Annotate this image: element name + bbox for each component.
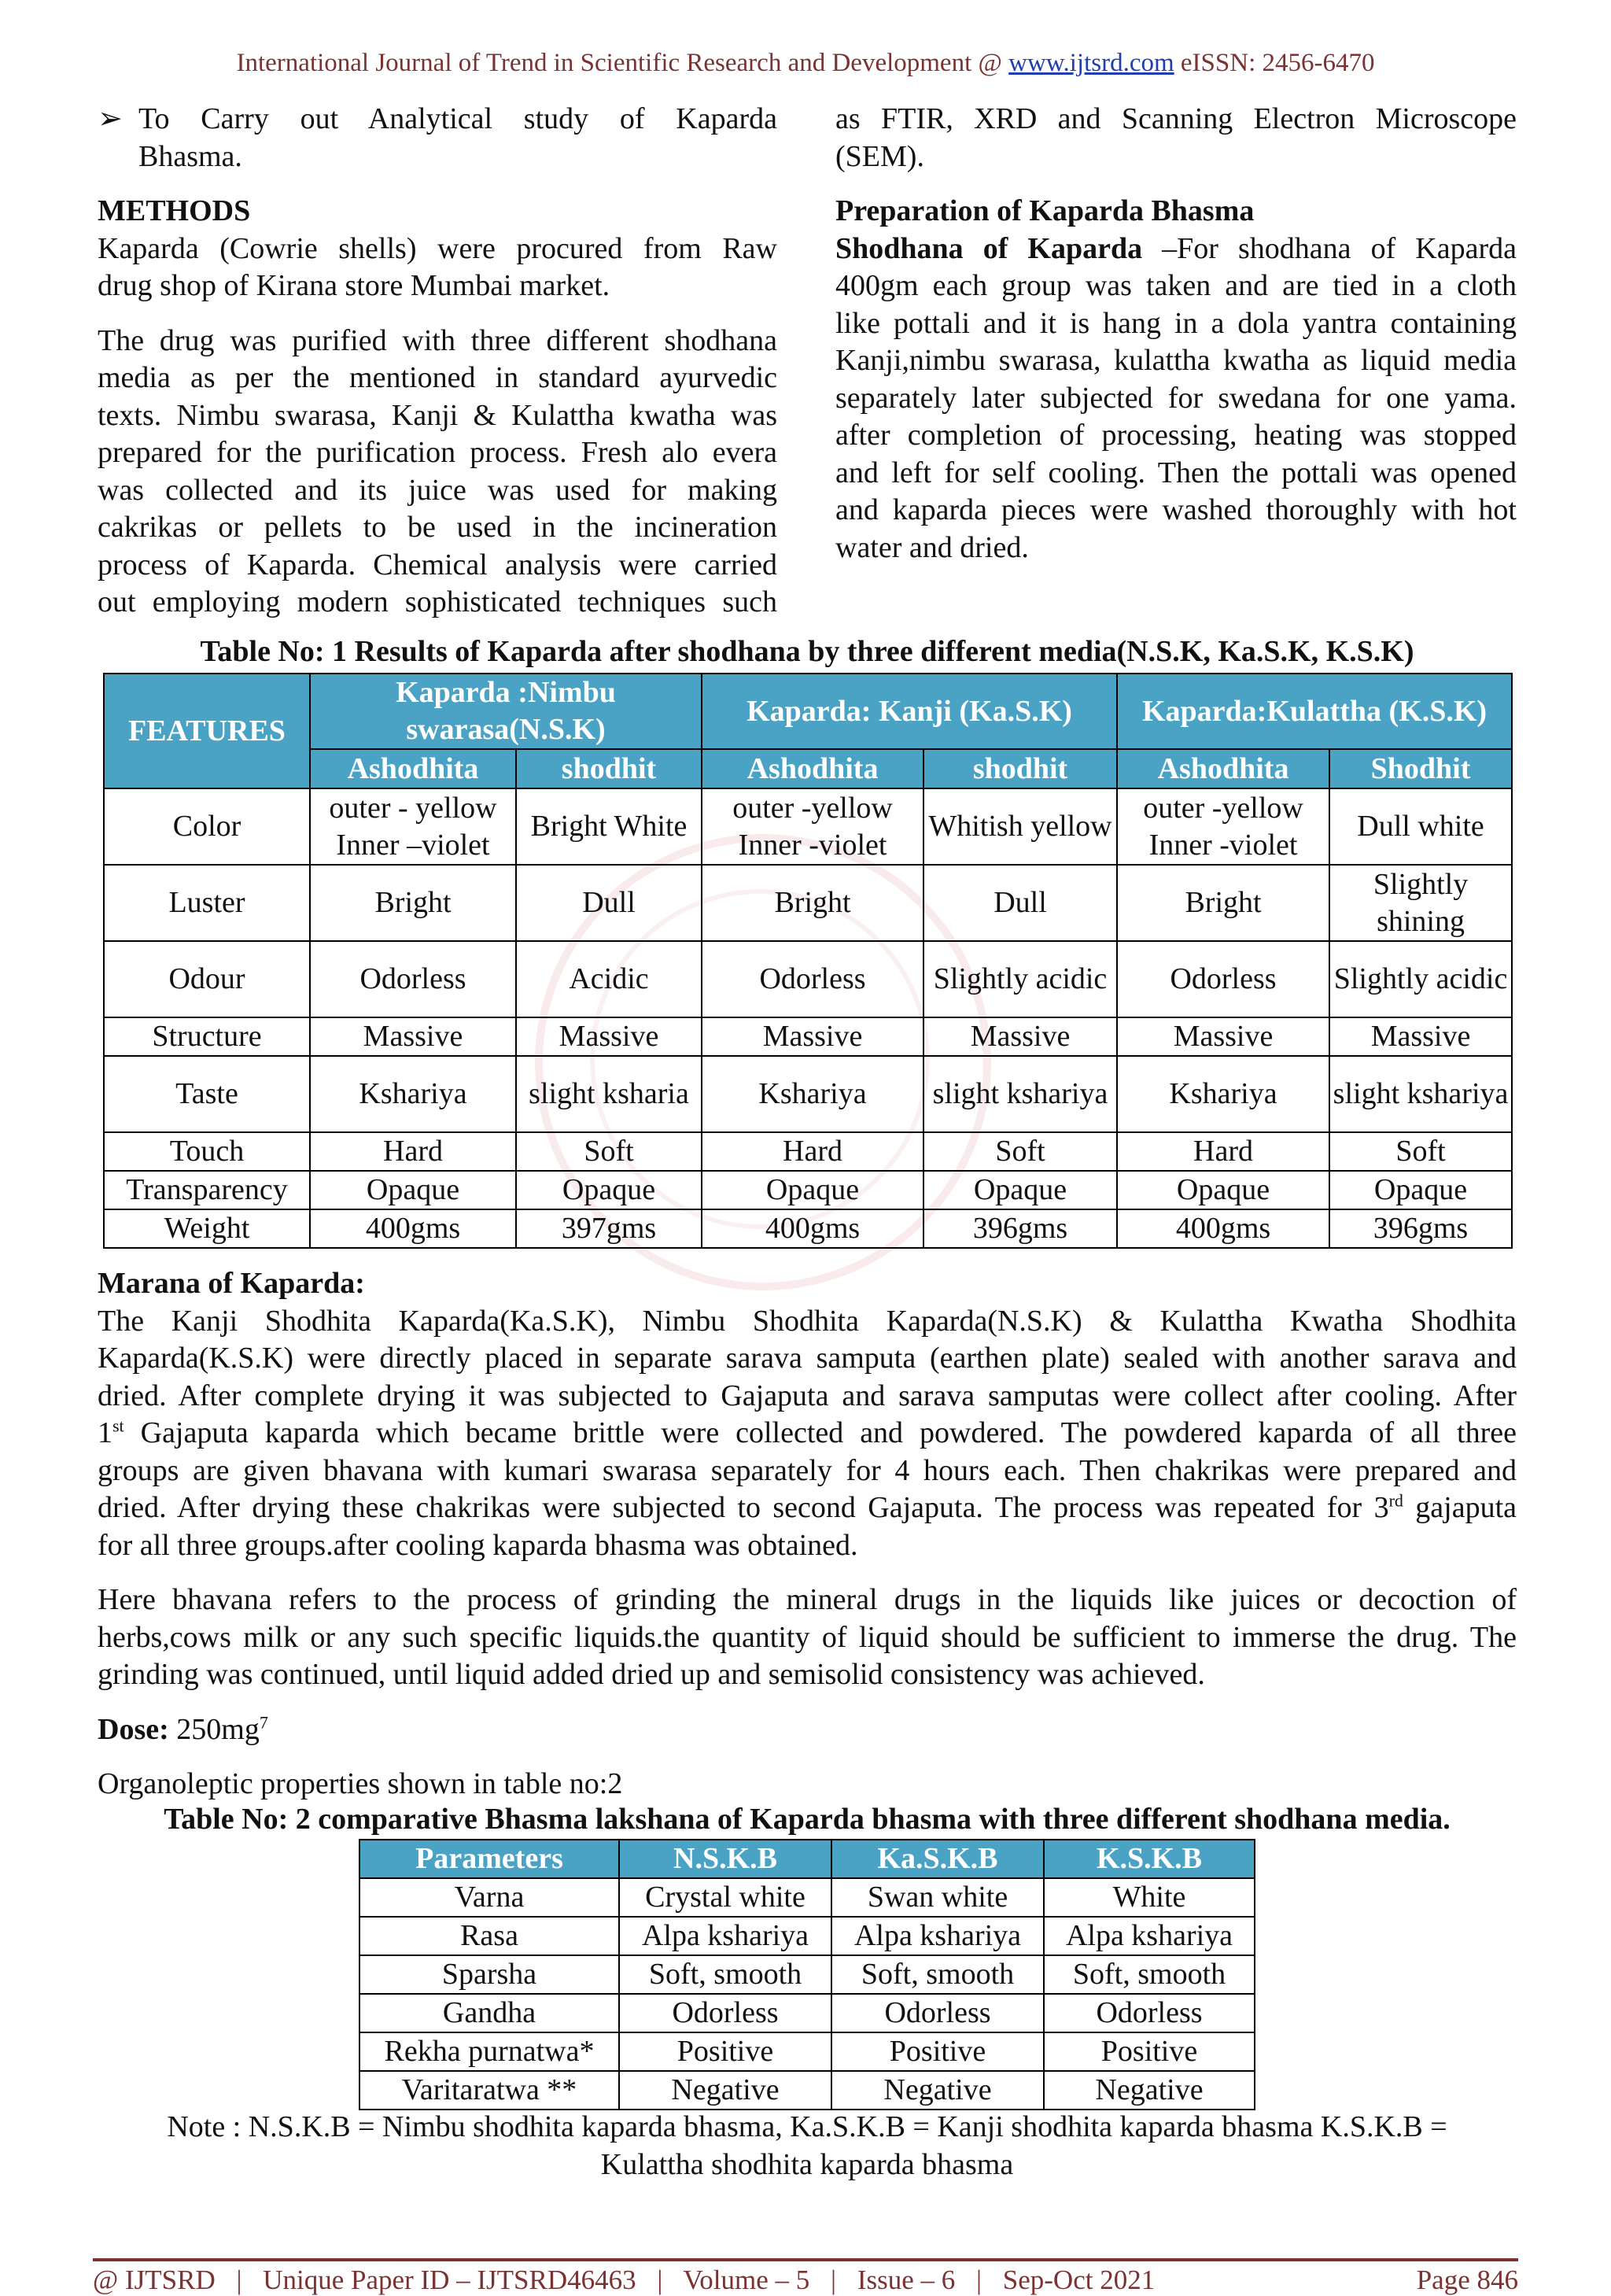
footer-volume: Volume – 5 <box>683 2265 810 2295</box>
table-cell: Massive <box>516 1017 702 1056</box>
table-cell: Rekha purnatwa* <box>359 2032 619 2071</box>
ordinal-number: 1 <box>98 1416 112 1449</box>
table-cell: Soft, smooth <box>619 1955 831 1994</box>
table-cell: Whitish yellow <box>923 788 1117 865</box>
table-row <box>359 1994 1255 2032</box>
table-row <box>359 2032 1255 2071</box>
table-cell: Alpa kshariya <box>1044 1917 1255 1955</box>
footer-separator: | <box>236 2265 242 2295</box>
shodhana-intro: –For shodhana of Kaparda <box>1142 231 1517 265</box>
right-top-line-1: as FTIR, XRD and Scanning Electron Microscope <box>835 102 1517 135</box>
methods-line-1: Kaparda (Cowrie shells) were procured from Raw <box>98 231 777 265</box>
table-row <box>104 1017 1512 1056</box>
paragraph-line <box>98 1489 1517 1527</box>
table-cell: Positive <box>1044 2032 1255 2071</box>
table-cell: Soft, smooth <box>831 1955 1044 1994</box>
table-row <box>104 941 1512 1017</box>
table-cell: Hard <box>702 1132 923 1171</box>
header-prefix: International Journal of Trend in Scientific Research and Development @ <box>236 49 1009 77</box>
table-row <box>359 1878 1255 1917</box>
note-line-1: Note : N.S.K.B = Nimbu shodhita kaparda bhasma, Ka.S.K.B = Kanji shodhita kaparda bhasma K.S.K.B = <box>167 2110 1447 2143</box>
row-label: Weight <box>104 1209 310 1248</box>
row-label: Taste <box>104 1056 310 1132</box>
bullet-line-1: To Carry out Analytical study of Kaparda <box>138 102 777 135</box>
objective-bullet <box>98 101 777 175</box>
table-row <box>359 1955 1255 1994</box>
table-cell: 397gms <box>516 1209 702 1248</box>
bullet-line-2: Bhasma. <box>138 139 242 173</box>
line-rest: Gajaputa kaparda which became brittle were collected and powdered. The powdered kaparda of all three <box>123 1416 1517 1449</box>
table-cell: Kshariya <box>702 1056 923 1132</box>
table-row <box>104 1056 1512 1132</box>
footer-journal: @ IJTSRD <box>93 2265 216 2295</box>
shodhana-first-line <box>835 231 1517 268</box>
table-cell: Positive <box>619 2032 831 2071</box>
paragraph-line: 400gm each group was taken and are tied in a cloth <box>835 269 1517 302</box>
table-cell: Massive <box>923 1017 1117 1056</box>
table-cell: Opaque <box>516 1171 702 1209</box>
paragraph-line: separately later subjected for swedana for one yama. <box>835 381 1517 415</box>
row-label: Color <box>104 788 310 865</box>
table-cell: Swan white <box>831 1878 1044 1917</box>
paragraph-line: herbs,cows milk or any such specific liquids.the quantity of liquid should be sufficient to immerse the drug. The <box>98 1620 1517 1654</box>
table-cell: Massive <box>310 1017 516 1056</box>
paragraph-line: and kaparda pieces were washed thoroughly with hot <box>835 493 1517 526</box>
row-label: Odour <box>104 941 310 1017</box>
table-cell: Alpa kshariya <box>831 1917 1044 1955</box>
table-cell: Bright <box>310 865 516 941</box>
table-row <box>359 1917 1255 1955</box>
table-cell: Varna <box>359 1878 619 1917</box>
sub-header: Ashodhita <box>702 749 923 788</box>
paragraph-line: media as per the mentioned in standard ayurvedic <box>98 361 777 394</box>
ordinal-suffix: st <box>112 1416 124 1436</box>
table-cell: Odorless <box>1044 1994 1255 2032</box>
row-label: Touch <box>104 1132 310 1171</box>
table-cell: Odorless <box>1117 941 1329 1017</box>
table-cell: Odorless <box>831 1994 1044 2032</box>
dose-value: 250mg <box>168 1712 260 1746</box>
paragraph-line: and left for self cooling. Then the pottali was opened <box>835 456 1517 489</box>
table-cell: 400gms <box>1117 1209 1329 1248</box>
preparation-heading: Preparation of Kaparda Bhasma <box>835 194 1255 227</box>
paragraph-line: grinding was continued, until liquid added dried up and semisolid consistency was achieved. <box>98 1658 1205 1691</box>
table-cell: Opaque <box>310 1171 516 1209</box>
table-cell: Hard <box>1117 1132 1329 1171</box>
footer-rule <box>93 2258 1518 2261</box>
table-cell: Odorless <box>310 941 516 1017</box>
table2-caption: Table No: 2 comparative Bhasma lakshana of Kaparda bhasma with three different shodhana media. <box>164 1803 1451 1836</box>
table-cell: Dull <box>516 865 702 941</box>
table-cell: slight kshariya <box>1329 1056 1512 1132</box>
paragraph-line: process of Kaparda. Chemical analysis were carried <box>98 548 777 581</box>
footer-separator: | <box>831 2265 837 2295</box>
table-cell: Slightly shining <box>1329 865 1512 941</box>
table-cell: Hard <box>310 1132 516 1171</box>
organoleptic-line: Organoleptic properties shown in table no:2 <box>98 1767 623 1800</box>
table2 <box>359 1839 1255 2110</box>
table-cell: Bright White <box>516 788 702 865</box>
table-cell: 396gms <box>923 1209 1117 1248</box>
running-header <box>0 49 1611 78</box>
table-cell: Rasa <box>359 1917 619 1955</box>
paragraph-line: dried. After complete drying it was subjected to Gajaputa and sarava samputas were collect after cooling. After <box>98 1379 1517 1412</box>
line-post: gajaputa <box>1403 1491 1517 1524</box>
table-row <box>104 788 1512 865</box>
sub-header: shodhit <box>923 749 1117 788</box>
footer-paper-id: Unique Paper ID – IJTSRD46463 <box>263 2265 636 2295</box>
table-cell: Opaque <box>923 1171 1117 1209</box>
paragraph-line: groups are given bhavana with kumari swarasa separately for 4 hours each. Then chakrikas were prepared and <box>98 1453 1517 1487</box>
methods-heading: METHODS <box>98 194 251 227</box>
table-cell: Kshariya <box>1117 1056 1329 1132</box>
table2-header: K.S.K.B <box>1044 1840 1255 1878</box>
ordinal-suffix: rd <box>1388 1490 1403 1511</box>
paragraph-line: The Kanji Shodhita Kaparda(Ka.S.K), Nimbu Shodhita Kaparda(N.S.K) & Kulattha Kwatha Shodhita <box>98 1304 1517 1338</box>
table-cell: Opaque <box>702 1171 923 1209</box>
table-cell: Negative <box>1044 2071 1255 2110</box>
table1 <box>103 673 1513 1249</box>
footer-page: Page 846 <box>1416 2265 1518 2295</box>
shodhana-heading: Shodhana of Kaparda <box>835 231 1143 265</box>
table-cell: Bright <box>1117 865 1329 941</box>
header-suffix: eISSN: 2456-6470 <box>1174 49 1375 77</box>
dose-reference: 7 <box>259 1711 268 1732</box>
paragraph-line: texts. Nimbu swarasa, Kanji & Kulattha kwatha was <box>98 398 777 432</box>
table-cell: Acidic <box>516 941 702 1017</box>
right-top-line-2: (SEM). <box>835 139 924 173</box>
table-cell: Alpa kshariya <box>619 1917 831 1955</box>
features-header: FEATURES <box>104 674 310 788</box>
marana-section <box>98 1265 1517 1803</box>
note-line-2: Kulattha shodhita kaparda bhasma <box>600 2147 1014 2181</box>
paragraph-line: cakrikas or pellets to be used in the incineration <box>98 511 777 544</box>
table-cell: White <box>1044 1878 1255 1917</box>
footer-issue: Issue – 6 <box>857 2265 956 2295</box>
table2-note <box>98 2109 1517 2183</box>
group-header-kask: Kaparda: Kanji (Ka.S.K) <box>702 674 1117 749</box>
right-column <box>835 101 1517 567</box>
table-cell: Dull white <box>1329 788 1512 865</box>
table-cell: Gandha <box>359 1994 619 2032</box>
paragraph-line: Kanji,nimbu swarasa, kulattha kwatha as liquid media <box>835 344 1517 377</box>
table-cell: Crystal white <box>619 1878 831 1917</box>
line-pre: dried. After drying these chakrikas were subjected to second Gajaputa. The process was repeated for 3 <box>98 1491 1389 1524</box>
table-cell: outer -yellow Inner -violet <box>702 788 923 865</box>
bhavana-paragraph <box>98 1582 1517 1694</box>
table-cell: Odorless <box>619 1994 831 2032</box>
paragraph-line: Kaparda(K.S.K) were directly placed in separate sarava samputa (earthen plate) sealed with another sarava and <box>98 1342 1517 1375</box>
table2-header: Parameters <box>359 1840 619 1878</box>
paragraph-line <box>98 1415 1517 1453</box>
sub-header: Shodhit <box>1329 749 1512 788</box>
purification-paragraph <box>98 323 777 622</box>
table-cell: Slightly acidic <box>1329 941 1512 1017</box>
paragraph-line: after completion of processing, heating was stopped <box>835 419 1517 452</box>
row-label: Luster <box>104 865 310 941</box>
table2-header: N.S.K.B <box>619 1840 831 1878</box>
methods-line-2: drug shop of Kirana store Mumbai market. <box>98 269 610 302</box>
table-cell: Varitaratwa ** <box>359 2071 619 2110</box>
sub-header: Ashodhita <box>1117 749 1329 788</box>
table-cell: outer -yellow Inner -violet <box>1117 788 1329 865</box>
paragraph-line: for all three groups.after cooling kaparda bhasma was obtained. <box>98 1528 858 1562</box>
table-row <box>104 1132 1512 1171</box>
left-column <box>98 101 777 622</box>
table-cell: Negative <box>619 2071 831 2110</box>
table-row <box>104 865 1512 941</box>
table-cell: Odorless <box>702 941 923 1017</box>
table-cell: Soft <box>923 1132 1117 1171</box>
table-cell: Sparsha <box>359 1955 619 1994</box>
footer-separator: | <box>657 2265 663 2295</box>
table-cell: Slightly acidic <box>923 941 1117 1017</box>
table-cell: Opaque <box>1329 1171 1512 1209</box>
table-row <box>104 1171 1512 1209</box>
table-cell: Soft <box>1329 1132 1512 1171</box>
table-cell: Massive <box>702 1017 923 1056</box>
table-cell: slight ksharia <box>516 1056 702 1132</box>
table-cell: 400gms <box>702 1209 923 1248</box>
table-cell: Soft, smooth <box>1044 1955 1255 1994</box>
paragraph-line: was collected and its juice was used for making <box>98 473 777 507</box>
table-cell: Dull <box>923 865 1117 941</box>
table-cell: outer - yellow Inner –violet <box>310 788 516 865</box>
header-link[interactable]: www.ijtsrd.com <box>1008 49 1174 77</box>
dose-label: Dose: <box>98 1712 169 1746</box>
table-cell: Opaque <box>1117 1171 1329 1209</box>
paragraph-line: like pottali and it is hang in a dola yantra containing <box>835 306 1517 340</box>
row-label: Transparency <box>104 1171 310 1209</box>
footer-date: Sep-Oct 2021 <box>1002 2265 1156 2295</box>
table-cell: Kshariya <box>310 1056 516 1132</box>
paragraph-line: The drug was purified with three different shodhana <box>98 323 777 357</box>
table2-header: Ka.S.K.B <box>831 1840 1044 1878</box>
paragraph-line: prepared for the purification process. Fresh alo evera <box>98 436 777 469</box>
paragraph-line: out employing modern sophisticated techniques such <box>98 585 777 618</box>
table-cell: Massive <box>1329 1017 1512 1056</box>
table1-caption: Table No: 1 Results of Kaparda after shodhana by three different media(N.S.K, Ka.S.K, K.S.K) <box>200 635 1414 668</box>
sub-header: Ashodhita <box>310 749 516 788</box>
table-cell: Soft <box>516 1132 702 1171</box>
table-cell: Positive <box>831 2032 1044 2071</box>
table-cell: Negative <box>831 2071 1044 2110</box>
page-footer <box>93 2265 1518 2296</box>
group-header-nsk: Kaparda :Nimbu swarasa(N.S.K) <box>310 674 702 749</box>
row-label: Structure <box>104 1017 310 1056</box>
footer-separator: | <box>976 2265 982 2295</box>
paragraph-line: water and dried. <box>835 530 1029 564</box>
table-row <box>104 1209 1512 1248</box>
paragraph-line: Here bhavana refers to the process of grinding the mineral drugs in the liquids like juices or decoction of <box>98 1583 1517 1616</box>
table-cell: Massive <box>1117 1017 1329 1056</box>
table-cell: 396gms <box>1329 1209 1512 1248</box>
table-row <box>359 2071 1255 2110</box>
dose-line <box>98 1711 1517 1749</box>
table-cell: 400gms <box>310 1209 516 1248</box>
sub-header: shodhit <box>516 749 702 788</box>
arrow-bullet-icon: ➢ <box>98 102 123 135</box>
group-header-ksk: Kaparda:Kulattha (K.S.K) <box>1117 674 1512 749</box>
table-cell: slight kshariya <box>923 1056 1117 1132</box>
marana-heading: Marana of Kaparda: <box>98 1267 365 1300</box>
table-cell: Bright <box>702 865 923 941</box>
